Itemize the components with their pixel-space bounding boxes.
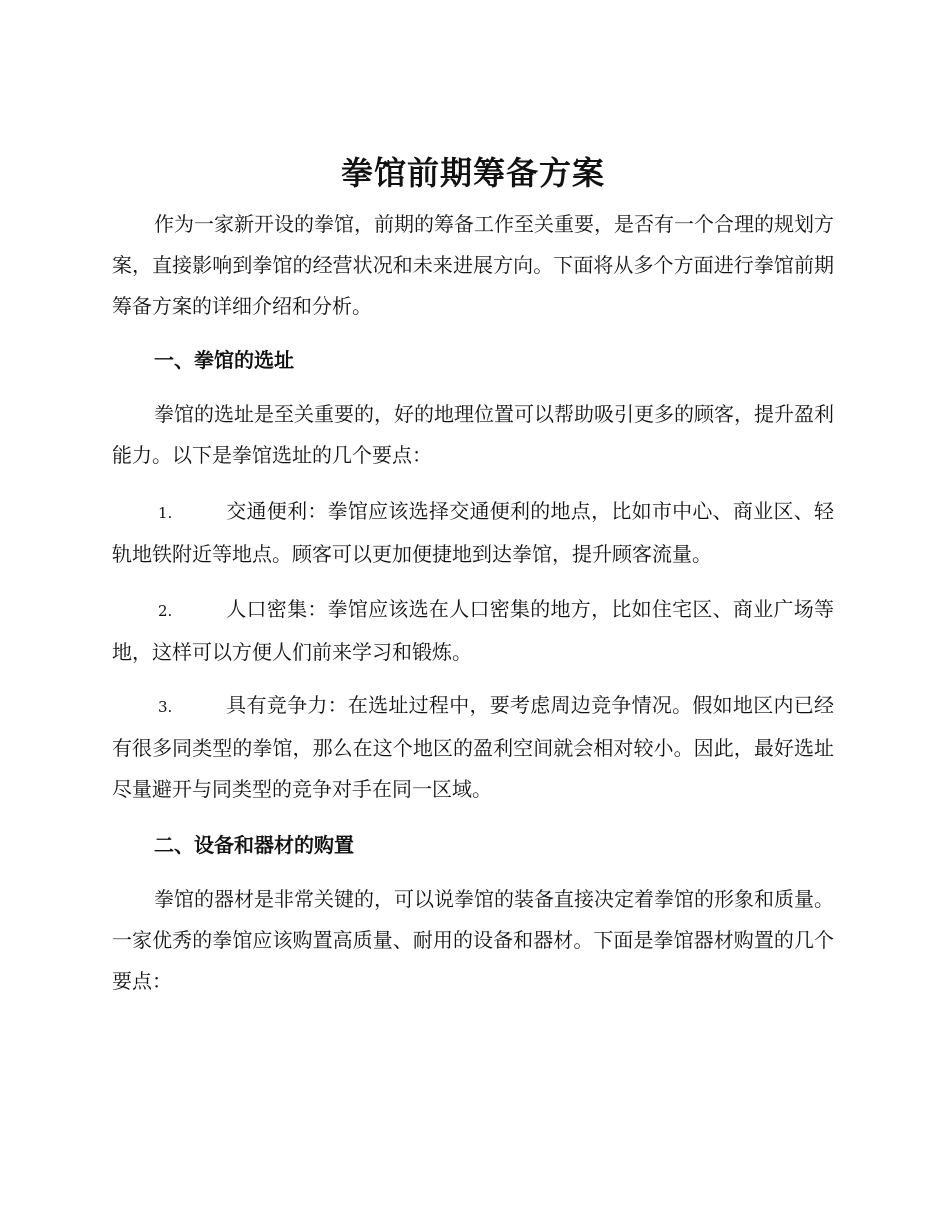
- list-number: 1.: [158, 504, 173, 522]
- list-item-text: 具有竞争力：在选址过程中，要考虑周边竞争情况。假如地区内已经有很多同类型的拳馆，那么在这个地区的盈利空间就会相对较小。因此，最好选址尽量避开与同类型的竞争对手在同一区域。: [112, 693, 834, 801]
- equipment-paragraph: 拳馆的器材是非常关键的，可以说拳馆的装备直接决定着拳馆的形象和质量。一家优秀的拳馆应该购置高质量、耐用的设备和器材。下面是拳馆器材购置的几个要点：: [112, 887, 834, 993]
- intro-paragraph: 作为一家新开设的拳馆，前期的筹备工作至关重要，是否有一个合理的规划方案，直接影响到拳馆的经营状况和未来进展方向。下面将从多个方面进行拳馆前期筹备方案的详细介绍和分析。: [112, 212, 834, 318]
- document-title: 拳馆前期筹备方案: [340, 154, 605, 192]
- section-heading-location: 一、拳馆的选址: [154, 348, 294, 372]
- location-paragraph: 拳馆的选址是至关重要的，好的地理位置可以帮助吸引更多的顾客，提升盈利能力。以下是拳馆选址的几个要点：: [112, 402, 834, 467]
- section-heading-equipment: 二、设备和器材的购置: [154, 833, 354, 857]
- list-item-text: 人口密集：拳馆应该选在人口密集的地方，比如住宅区、商业广场等地，这样可以方便人们前来学习和锻炼。: [112, 597, 834, 664]
- list-item: [112, 589, 834, 673]
- list-item-text: 交通便利：拳馆应该选择交通便利的地点，比如市中心、商业区、轻轨地铁附近等地点。顾客可以更加便捷地到达拳馆，提升顾客流量。: [112, 499, 834, 566]
- list-item: [112, 685, 834, 810]
- list-item: [112, 491, 834, 575]
- list-number: 3.: [158, 698, 173, 716]
- list-number: 2.: [158, 602, 173, 620]
